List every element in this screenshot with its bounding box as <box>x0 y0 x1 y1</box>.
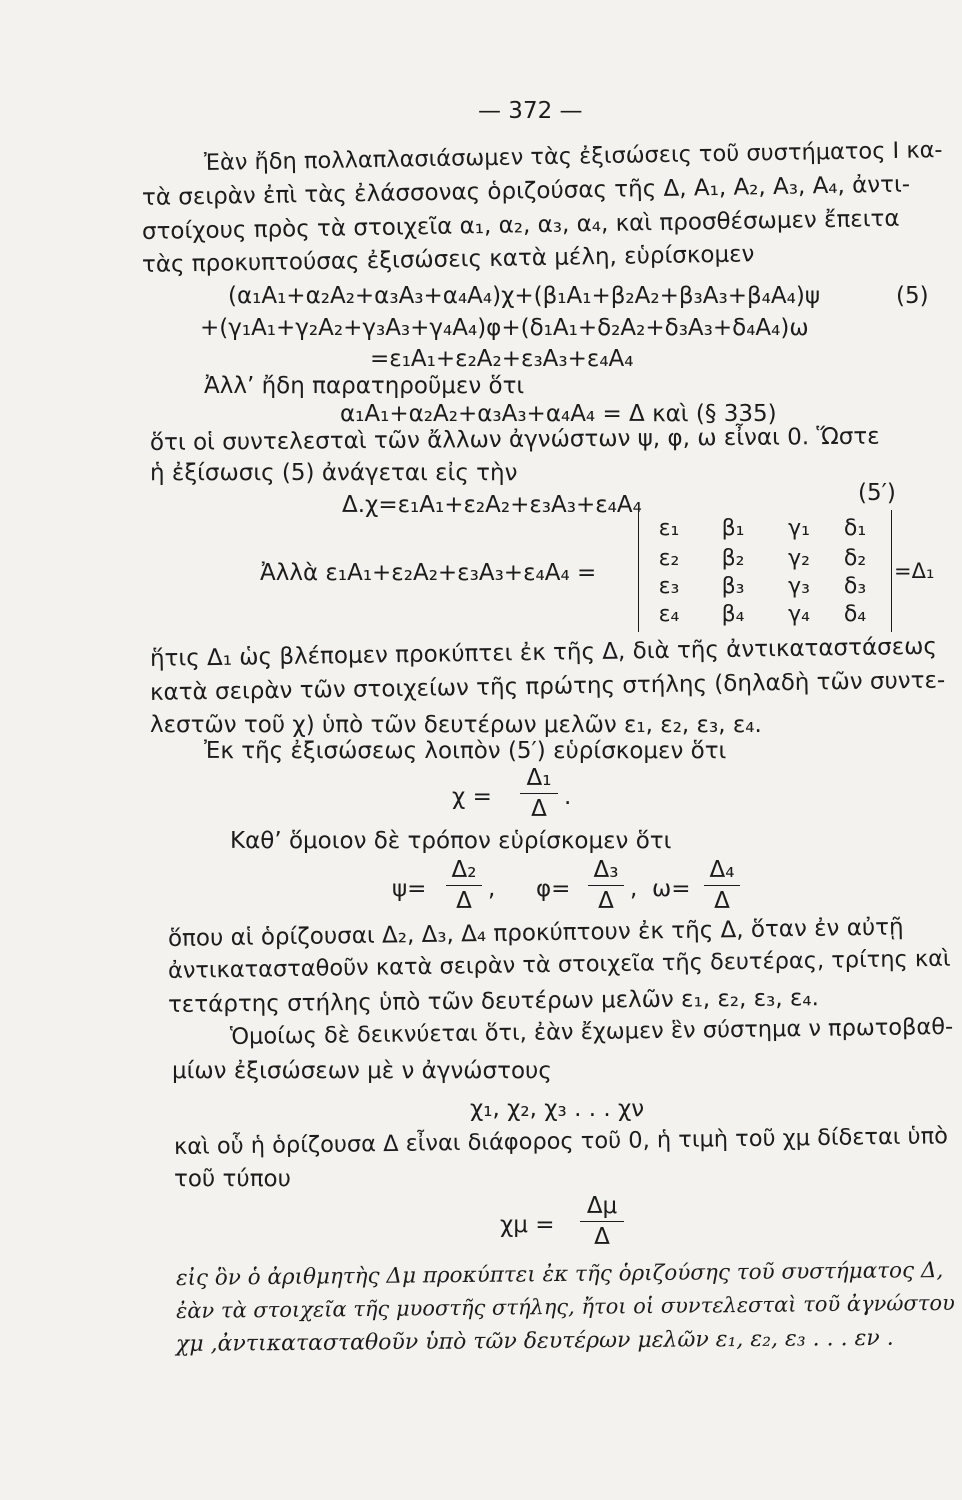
paragraph-line: τοῦ τύπου <box>174 1166 291 1192</box>
paragraph-line: τετάρτης στήλης ὑπὸ τῶν δευτέρων μελῶν ε₁, ε₂, ε₃, ε₄. <box>167 985 820 1018</box>
matrix-cell: β₂ <box>721 546 745 571</box>
formula-tail: , <box>630 876 638 902</box>
fraction-bar <box>580 1221 624 1222</box>
formula-tail: , <box>488 876 496 902</box>
text-line: Ἀλλ’ ἤδη παρατηροῦμεν ὅτι <box>204 373 525 399</box>
determinant <box>638 510 892 632</box>
paragraph-line: κατὰ σειρὰν τῶν στοιχείων τῆς πρώτης στήλης (δηλαδὴ τῶν συντε- <box>149 667 946 706</box>
paragraph-line: λεστῶν τοῦ χ) ὑπὸ τῶν δευτέρων μελῶν ε₁, ε₂, ε₃, ε₄. <box>150 712 762 738</box>
formula-lhs: ψ= <box>392 876 427 902</box>
formula-lhs: ω= <box>652 876 691 902</box>
paragraph-line: Ἐὰν ἤδη πολλαπλασιάσωμεν τὰς ἐξισώσεις τοῦ συστήματος I κα- <box>203 137 943 176</box>
paragraph-line: ἐὰν τὰ στοιχεῖα τῆς μυοστῆς στήλης, ἤτοι οἱ συντελεσταὶ τοῦ ἀγνώστου <box>175 1290 955 1323</box>
equation-label: (5) <box>896 283 929 309</box>
paragraph-line: καὶ οὗ ἡ ὁρίζουσα Δ εἶναι διάφορος τοῦ 0, ἡ τιμὴ τοῦ χμ δίδεται ὑπὸ <box>173 1123 949 1160</box>
matrix-cell: γ₂ <box>788 546 810 571</box>
equation-sum: α₁A₁+α₂A₂+α₃A₃+α₄A₄ = Δ καὶ (§ 335) <box>340 401 777 427</box>
matrix-cell: ε₁ <box>658 516 680 541</box>
fraction <box>520 764 558 823</box>
unknowns-list: χ₁, χ₂, χ₃ . . . χν <box>470 1096 645 1122</box>
denominator: Δ <box>714 888 730 914</box>
paragraph-line: ἥτις Δ₁ ὡς βλέπομεν προκύπτει ἐκ τῆς Δ, διὰ τῆς ἀντικαταστάσεως <box>149 633 938 672</box>
formula-tail: . <box>564 784 572 810</box>
text-line: ἡ ἐξίσωσις (5) ἀνάγεται εἰς τὴν <box>150 460 518 486</box>
matrix-cell: δ₂ <box>843 546 867 571</box>
equation-5-line1: (α₁A₁+α₂A₂+α₃A₃+α₄A₄)χ+(β₁A₁+β₂A₂+β₃A₃+β₄A₄)ψ <box>228 283 821 309</box>
denominator: Δ <box>594 1224 610 1250</box>
numerator: Δ₂ <box>451 857 477 883</box>
matrix-cell: ε₂ <box>658 546 680 571</box>
denominator: Δ <box>456 888 472 914</box>
fraction-bar <box>520 793 558 794</box>
denominator: Δ <box>531 796 547 822</box>
numerator: Δ₁ <box>526 765 552 791</box>
equation-5-line2: +(γ₁A₁+γ₂A₂+γ₃A₃+γ₄A₄)φ+(δ₁A₁+δ₂A₂+δ₃A₃+δ₄A₄)ω <box>200 315 809 341</box>
fraction <box>588 856 624 915</box>
numerator: Δ₃ <box>593 857 619 883</box>
equation-label: (5′) <box>858 480 896 506</box>
matrix-cell: γ₁ <box>788 516 810 541</box>
paragraph-line: Ὁμοίως δὲ δεικνύεται ὅτι, ἐὰν ἔχωμεν ἓν σύστημα ν πρωτοβαθ- <box>229 1013 954 1050</box>
matrix-cell: γ₄ <box>788 602 810 627</box>
determinant-rhs: =Δ₁ <box>894 559 935 583</box>
fraction <box>580 1192 624 1251</box>
fraction <box>446 856 482 915</box>
numerator: Δμ <box>586 1193 618 1219</box>
matrix-cell: δ₃ <box>843 574 867 599</box>
fraction <box>704 856 740 915</box>
numerator: Δ₄ <box>709 857 735 883</box>
paragraph-line: ἀντικατασταθοῦν κατὰ σειρὰν τὰ στοιχεῖα τῆς δευτέρας, τρίτης καὶ <box>167 945 951 984</box>
denominator: Δ <box>598 888 614 914</box>
paragraph-line: τὰς προκυπτούσας ἐξισώσεις κατὰ μέλη, εὑρίσκομεν <box>141 241 755 278</box>
formula-lhs: χ = <box>452 784 492 810</box>
text-line: ὅτι οἱ συντελεσταὶ τῶν ἄλλων ἀγνώστων ψ, φ, ω εἶναι 0. Ὥστε <box>149 423 880 456</box>
paragraph-line: τὰ σειρὰν ἐπὶ τὰς ἐλάσσονας ὁριζούσας τῆς Δ, A₁, A₂, A₃, A₄, ἀντι- <box>141 171 911 211</box>
page-number: — 372 — <box>478 98 583 124</box>
fraction-bar <box>446 885 482 886</box>
paragraph-line: εἰς ὃν ὁ ἀριθμητὴς Δμ προκύπτει ἐκ τῆς ὁριζούσης τοῦ συστήματος Δ, <box>175 1257 944 1291</box>
paragraph-line: ὅπου αἱ ὁρίζουσαι Δ₂, Δ₃, Δ₄ προκύπτουν ἐκ τῆς Δ, ὅταν ἐν αὐτῇ <box>167 914 904 952</box>
matrix-cell: ε₃ <box>658 574 680 599</box>
fraction-bar <box>588 885 624 886</box>
matrix-cell: γ₃ <box>788 574 810 599</box>
matrix-cell: ε₄ <box>658 602 680 627</box>
fraction-bar <box>704 885 740 886</box>
paragraph-line: στοίχους πρὸς τὰ στοιχεῖα α₁, α₂, α₃, α₄, καὶ προσθέσωμεν ἔπειτα <box>141 205 900 245</box>
matrix-cell: δ₁ <box>843 516 867 541</box>
text-line: Ἐκ τῆς ἐξισώσεως λοιπὸν (5′) εὑρίσκομεν ὅτι <box>204 738 727 764</box>
matrix-cell: β₄ <box>721 602 745 627</box>
matrix-cell: β₃ <box>721 574 745 599</box>
text-line: Καθ’ ὅμοιον δὲ τρόπον εὑρίσκομεν ὅτι <box>230 828 672 854</box>
paragraph-line: μίων ἐξισώσεων μὲ ν ἀγνώστους <box>172 1058 552 1084</box>
matrix-cell: β₁ <box>721 516 745 541</box>
paragraph-line: χμ ,ἀντικατασταθοῦν ὑπὸ τῶν δευτέρων μελῶν ε₁, ε₂, ε₃ . . . εν . <box>175 1325 894 1357</box>
formula-lhs: χμ = <box>500 1212 555 1238</box>
equation-5-line3: =ε₁A₁+ε₂A₂+ε₃A₃+ε₄A₄ <box>370 346 634 372</box>
equation-5-prime: Δ.χ=ε₁A₁+ε₂A₂+ε₃A₃+ε₄A₄ <box>342 492 642 518</box>
determinant-lhs: Ἀλλὰ ε₁A₁+ε₂A₂+ε₃A₃+ε₄A₄ = <box>260 560 597 586</box>
matrix-cell: δ₄ <box>843 602 867 627</box>
formula-lhs: φ= <box>536 876 571 902</box>
